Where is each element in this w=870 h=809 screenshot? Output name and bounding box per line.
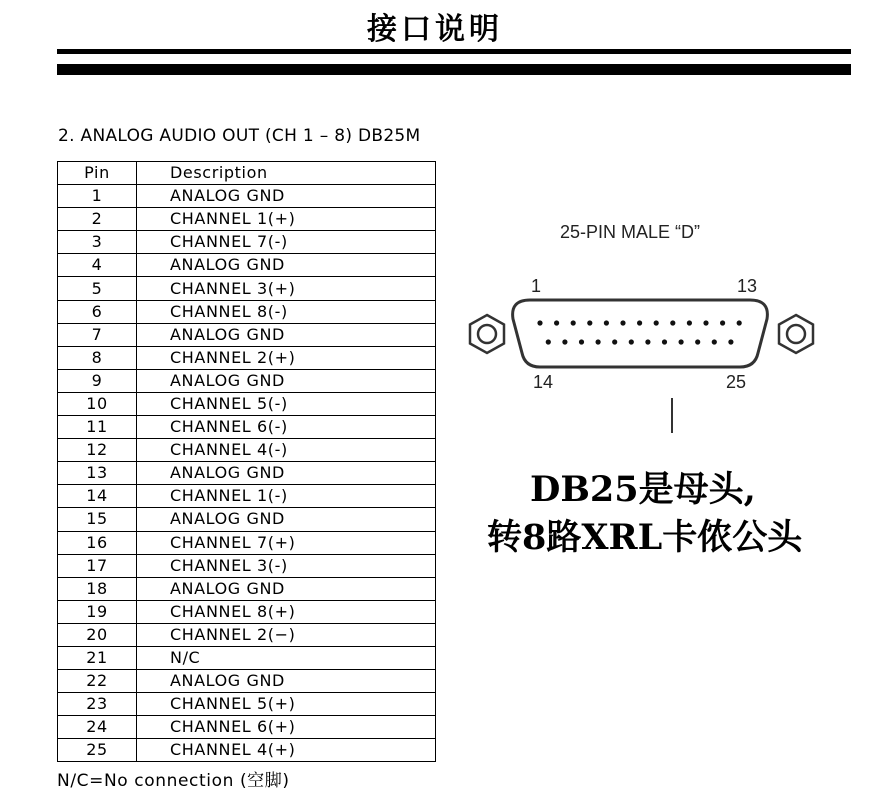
connector-pin: [579, 339, 584, 344]
pin-number-cell: 15: [58, 508, 137, 531]
pin-description-cell: CHANNEL 1(-): [137, 485, 436, 508]
pin-number-cell: 3: [58, 231, 137, 254]
pin-label-13: 13: [737, 276, 758, 296]
connector-pin: [587, 320, 592, 325]
table-row: [58, 693, 436, 716]
pin-number-cell: 25: [58, 739, 137, 762]
table-row: [58, 231, 436, 254]
table-row: [58, 646, 436, 669]
connector-pin: [637, 320, 642, 325]
pin-description-cell: N/C: [137, 646, 436, 669]
pin-number-cell: 18: [58, 577, 137, 600]
table-row: [58, 439, 436, 462]
pin-number-cell: 1: [58, 185, 137, 208]
pin-number-cell: 12: [58, 439, 137, 462]
table-row: [58, 600, 436, 623]
pin-description-cell: CHANNEL 8(+): [137, 600, 436, 623]
pin-description-cell: CHANNEL 1(+): [137, 208, 436, 231]
pin-description-cell: ANALOG GND: [137, 462, 436, 485]
connector-pin: [612, 339, 617, 344]
pin-description-cell: ANALOG GND: [137, 508, 436, 531]
pin-number-cell: 22: [58, 670, 137, 693]
note-line-2: 转8路XRL卡侬公头: [487, 517, 803, 558]
connector-pin: [604, 320, 609, 325]
pin-label-25: 25: [726, 372, 747, 392]
connector-pin: [679, 339, 684, 344]
pin-description-cell: ANALOG GND: [137, 577, 436, 600]
db25-male-connector-icon: [460, 295, 820, 375]
pin-label-14: 14: [533, 372, 554, 392]
pin-number-cell: 23: [58, 693, 137, 716]
connector-pin: [712, 339, 717, 344]
pin-description-cell: CHANNEL 3(-): [137, 554, 436, 577]
pin-description-cell: ANALOG GND: [137, 185, 436, 208]
connector-pin: [737, 320, 742, 325]
connector-pin: [662, 339, 667, 344]
pin-description-cell: ANALOG GND: [137, 254, 436, 277]
table-row: [58, 416, 436, 439]
connector-pin: [703, 320, 708, 325]
pointer-line: [671, 398, 673, 433]
connector-pin: [546, 339, 551, 344]
pin-description-cell: CHANNEL 4(+): [137, 739, 436, 762]
table-row: [58, 623, 436, 646]
pin-number-cell: 16: [58, 531, 137, 554]
table-row: [58, 577, 436, 600]
pin-description-cell: ANALOG GND: [137, 369, 436, 392]
connector-pin: [670, 320, 675, 325]
table-row: [58, 323, 436, 346]
section-heading: 2. ANALOG AUDIO OUT (CH 1 – 8) DB25M: [58, 126, 421, 146]
connector-pin: [596, 339, 601, 344]
pin-number-cell: 19: [58, 600, 137, 623]
table-row: [58, 346, 436, 369]
pinout-table: [57, 161, 436, 762]
pin-number-cell: 10: [58, 392, 137, 415]
pin-number-cell: 20: [58, 623, 137, 646]
pin-description-cell: CHANNEL 4(-): [137, 439, 436, 462]
connector-pin: [687, 320, 692, 325]
table-row: [58, 208, 436, 231]
table-row: [58, 462, 436, 485]
connector-pin: [695, 339, 700, 344]
connector-label: 25-PIN MALE “D”: [560, 222, 701, 242]
left-mounting-nut-icon: [470, 315, 504, 353]
table-row: [58, 254, 436, 277]
connector-pin: [554, 320, 559, 325]
pin-number-cell: 11: [58, 416, 137, 439]
table-row: [58, 485, 436, 508]
table-row: [58, 716, 436, 739]
pin-description-cell: CHANNEL 5(+): [137, 693, 436, 716]
table-row: [58, 185, 436, 208]
pin-number-cell: 13: [58, 462, 137, 485]
pin-number-cell: 21: [58, 646, 137, 669]
connector-pin: [562, 339, 567, 344]
top-rule-thin: [57, 49, 851, 54]
pin-number-cell: 6: [58, 300, 137, 323]
connector-shell: [513, 300, 768, 367]
footnote: N/C=No connection (空脚): [57, 771, 290, 791]
table-row: [58, 739, 436, 762]
connector-pin: [620, 320, 625, 325]
pin-description-cell: CHANNEL 7(-): [137, 231, 436, 254]
pin-description-cell: CHANNEL 8(-): [137, 300, 436, 323]
table-row: [58, 531, 436, 554]
pin-number-cell: 24: [58, 716, 137, 739]
pin-description-cell: CHANNEL 2(+): [137, 346, 436, 369]
connector-pin: [629, 339, 634, 344]
right-mounting-nut-icon: [779, 315, 813, 353]
connector-pin: [645, 339, 650, 344]
table-row: [58, 277, 436, 300]
pin-number-cell: 14: [58, 485, 137, 508]
pin-number-cell: 4: [58, 254, 137, 277]
pin-description-cell: ANALOG GND: [137, 323, 436, 346]
pin-description-cell: ANALOG GND: [137, 670, 436, 693]
table-header-row: [58, 162, 436, 185]
pin-description-cell: CHANNEL 6(+): [137, 716, 436, 739]
note-line-1: DB25是母头,: [530, 469, 756, 510]
pin-number-cell: 2: [58, 208, 137, 231]
table-row: [58, 392, 436, 415]
page-title: 接口说明: [367, 12, 503, 47]
pin-description-cell: CHANNEL 3(+): [137, 277, 436, 300]
pin-label-1: 1: [531, 276, 542, 296]
top-rule-thick: [57, 64, 851, 75]
pin-number-cell: 17: [58, 554, 137, 577]
pin-description-cell: CHANNEL 6(-): [137, 416, 436, 439]
connector-pin: [537, 320, 542, 325]
pin-description-cell: CHANNEL 2(−): [137, 623, 436, 646]
pin-description-cell: CHANNEL 5(-): [137, 392, 436, 415]
header-pin: Pin: [58, 162, 137, 185]
connector-pin: [654, 320, 659, 325]
table-row: [58, 670, 436, 693]
table-row: [58, 300, 436, 323]
pin-number-cell: 8: [58, 346, 137, 369]
pin-description-cell: CHANNEL 7(+): [137, 531, 436, 554]
table-row: [58, 369, 436, 392]
pin-number-cell: 9: [58, 369, 137, 392]
header-description: Description: [137, 162, 436, 185]
table-row: [58, 554, 436, 577]
connector-pin: [720, 320, 725, 325]
pin-number-cell: 5: [58, 277, 137, 300]
pin-number-cell: 7: [58, 323, 137, 346]
table-row: [58, 508, 436, 531]
connector-pin: [571, 320, 576, 325]
connector-pin: [728, 339, 733, 344]
